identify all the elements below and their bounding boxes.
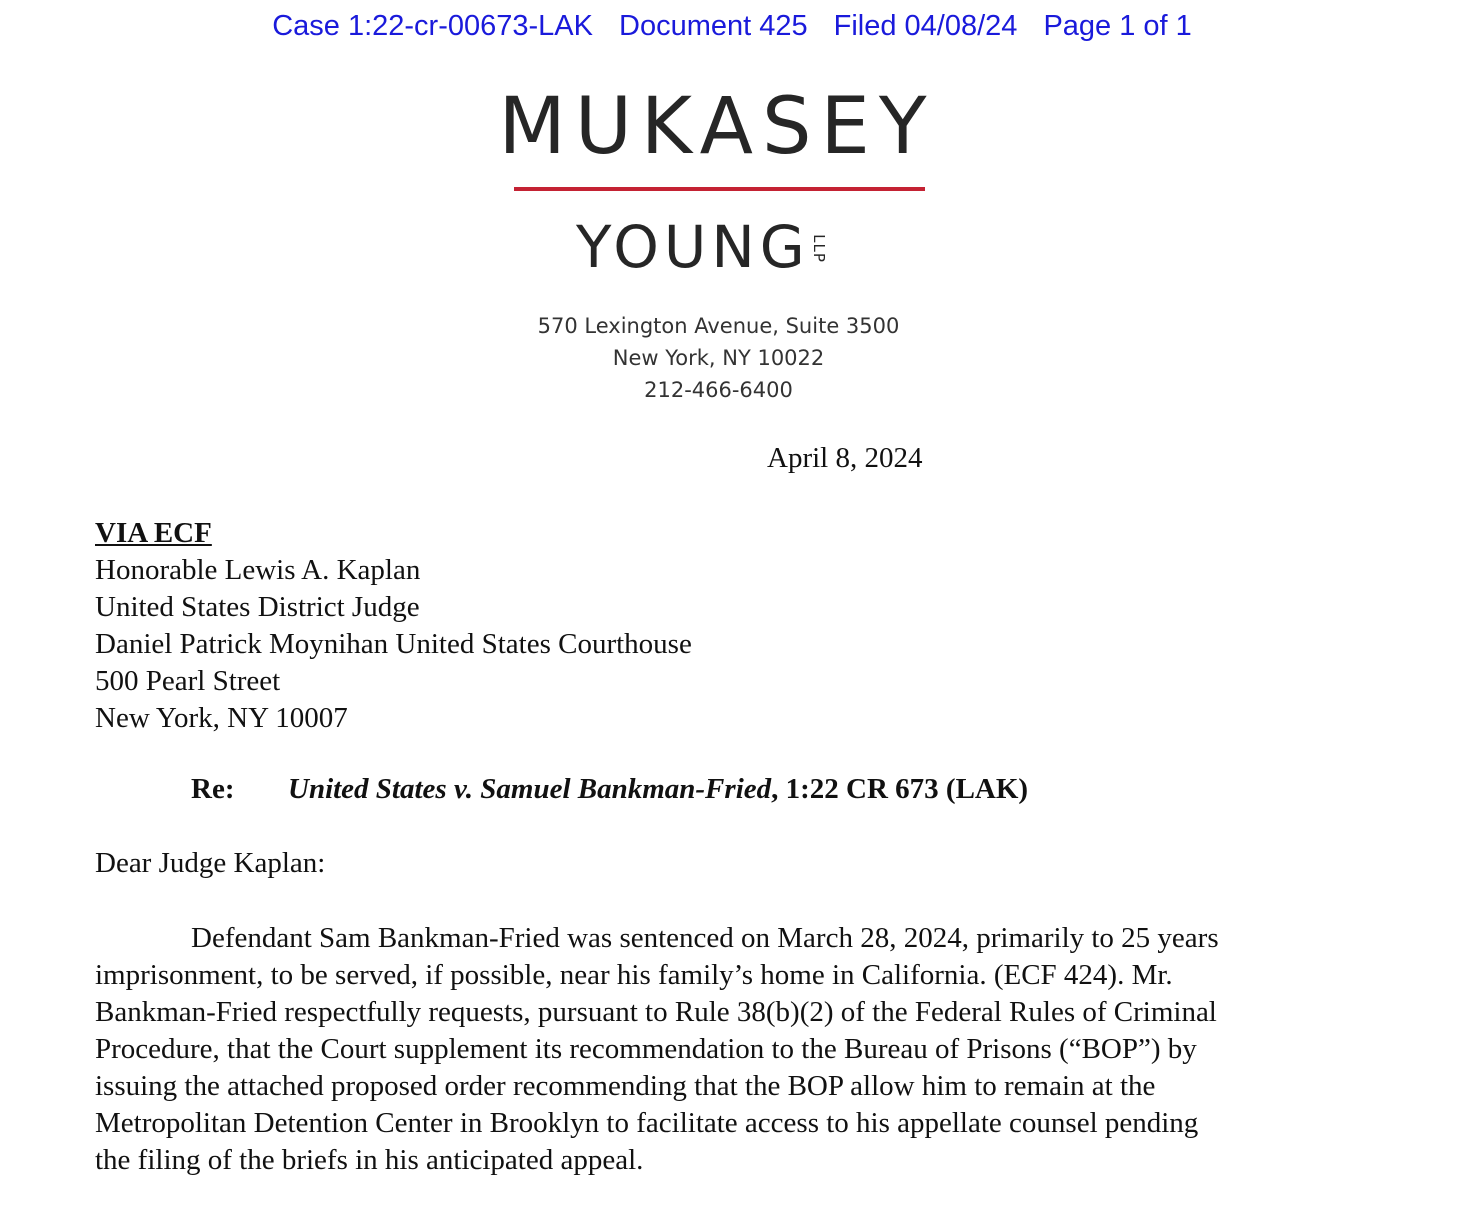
body-line: Procedure, that the Court supplement its recommendation to the Bureau of Prisons (“BOP”) by xyxy=(95,1033,1197,1065)
letter-date: April 8, 2024 xyxy=(767,442,923,474)
ecf-filing-header xyxy=(0,10,1464,43)
recipient-block xyxy=(95,515,692,737)
recipient-court: Daniel Patrick Moynihan United States Courthouse xyxy=(95,628,692,660)
body-paragraph xyxy=(95,920,1345,1179)
firm-logo-young xyxy=(576,213,838,281)
firm-address xyxy=(0,310,1437,406)
re-case-number: , 1:22 CR 673 (LAK) xyxy=(771,773,1029,805)
body-line: Metropolitan Detention Center in Brooklyn to facilitate access to his appellate counsel pending xyxy=(95,1107,1199,1139)
body-line: Defendant Sam Bankman-Fried was sentenced on March 28, 2024, primarily to 25 years xyxy=(191,922,1219,954)
firm-street: 570 Lexington Avenue, Suite 3500 xyxy=(537,314,900,338)
firm-logo-mukasey: MUKASEY xyxy=(498,82,936,172)
delivery-method: VIA ECF xyxy=(95,517,212,549)
recipient-street: 500 Pearl Street xyxy=(95,665,281,697)
ecf-page-count: Page 1 of 1 xyxy=(1043,10,1192,42)
re-line xyxy=(191,773,1028,806)
firm-city: New York, NY 10022 xyxy=(612,346,825,370)
firm-logo-rule xyxy=(514,187,925,191)
recipient-city: New York, NY 10007 xyxy=(95,702,348,734)
re-label: Re: xyxy=(191,773,235,805)
body-line: issuing the attached proposed order recommending that the BOP allow him to remain at the xyxy=(95,1070,1156,1102)
ecf-case-number: Case 1:22-cr-00673-LAK xyxy=(272,10,593,42)
body-line: Bankman-Fried respectfully requests, pursuant to Rule 38(b)(2) of the Federal Rules of Criminal xyxy=(95,996,1217,1028)
ecf-document-number: Document 425 xyxy=(619,10,808,42)
re-case-name: United States v. Samuel Bankman-Fried xyxy=(288,773,772,805)
firm-phone: 212-466-6400 xyxy=(644,378,793,402)
firm-logo-young-text: YOUNG xyxy=(576,213,810,281)
recipient-name: Honorable Lewis A. Kaplan xyxy=(95,554,421,586)
body-line: the filing of the briefs in his anticipated appeal. xyxy=(95,1144,644,1176)
firm-logo-llp: LLP xyxy=(809,234,828,263)
body-line: imprisonment, to be served, if possible, near his family’s home in California. (ECF 424). Mr. xyxy=(95,959,1173,991)
recipient-title: United States District Judge xyxy=(95,591,420,623)
salutation: Dear Judge Kaplan: xyxy=(95,847,326,879)
ecf-filed-date: Filed 04/08/24 xyxy=(833,10,1018,42)
